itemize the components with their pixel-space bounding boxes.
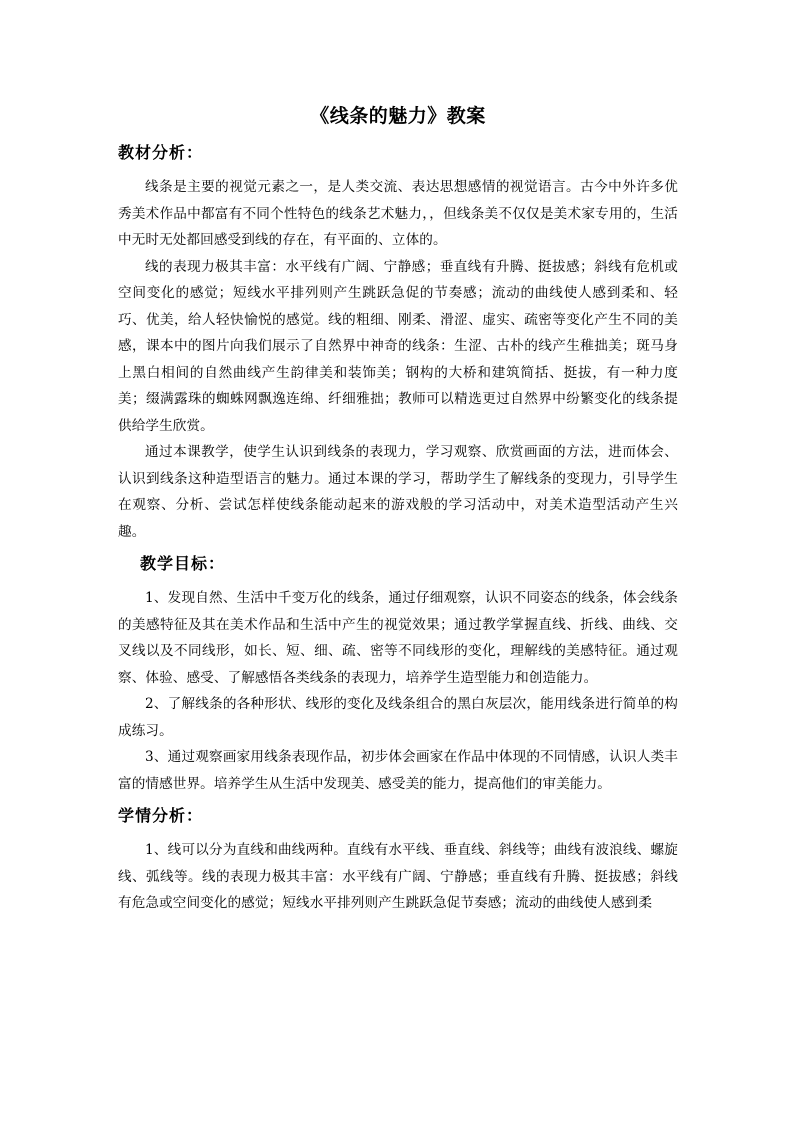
section-heading: 学情分析： [118, 806, 204, 825]
paragraph: 线的表现力极其丰富：水平线有广阔、宁静感；垂直线有升腾、挺拔感；斜线有危机或空间变化的感觉；短线水平排列则产生跳跃急促的节奏感；流动的曲线使人感到柔和、轻巧、优美，给人轻快愉悦的感觉。线的粗细、刚柔、滑涩、虚实、疏密等变化产生不同的美感，课本中的图片向我们展示了自然界中神奇的线条：生涩、古朴的线产生稚拙美；斑马身上黑白相间的自然曲线产生韵律美和装饰美；钢构的大桥和建筑简括、挺拔，有一种力度美；缀满露珠的蜘蛛网飘逸连绵、纤细雅拙；教师可以精选更过自然界中纷繁变化的线条提供给学生欣赏。 [118, 258, 678, 434]
section-heading: 教材分析： [118, 143, 204, 162]
paragraph: 3、通过观察画家用线条表现作品，初步体会画家在作品中体现的不同情感，认识人类丰富的情感世界。培养学生从生活中发现美、感受美的能力，提高他们的审美能力。 [118, 749, 678, 792]
paragraph: 2、了解线条的各种形状、线形的变化及线条组合的黑白灰层次，能用线条进行简单的构成练习。 [118, 696, 678, 739]
paragraph: 通过本课教学，使学生认识到线条的表现力，学习观察、欣赏画面的方法，进而体会、认识到线条这种造型语言的魅力。通过本课的学习，帮助学生了解线条的变现力，引导学生在观察、分析、尝试怎样使线条能动起来的游戏般的学习活动中，对美术造型活动产生兴趣。 [118, 444, 678, 540]
paragraph: 1、发现自然、生活中千变万化的线条，通过仔细观察，认识不同姿态的线条，体会线条的美感特征及其在美术作品和生活中产生的视觉效果；通过教学掌握直线、折线、曲线、交叉线以及不同线形，如长、短、细、疏、密等不同线形的变化，理解线的美感特征。通过观察、体验、感受、了解感悟各类线条的表现力，培养学生造型能力和创造能力。 [118, 590, 678, 686]
paragraph: 线条是主要的视觉元素之一，是人类交流、表达思想感情的视觉语言。古今中外许多优秀美术作品中都富有不同个性特色的线条艺术魅力，，但线条美不仅仅是美术家专用的，生活中无时无处都回感受到线的存在，有平面的、立体的。 [118, 179, 678, 248]
document-title: 《线条的魅力》教案 [310, 105, 486, 127]
section-textbook-analysis [118, 138, 678, 545]
section-teaching-goals [118, 549, 678, 797]
document-page [118, 100, 678, 917]
section-heading: 教学目标： [140, 554, 226, 573]
section-student-analysis [118, 801, 678, 917]
paragraph: 1、线可以分为直线和曲线两种。直线有水平线、垂直线、斜线等；曲线有波浪线、螺旋线、弧线等。线的表现力极其丰富：水平线有广阔、宁静感；垂直线有升腾、挺拔感；斜线有危急或空间变化的感觉；短线水平排列则产生跳跃急促节奏感；流动的曲线使人感到柔 [118, 842, 678, 911]
